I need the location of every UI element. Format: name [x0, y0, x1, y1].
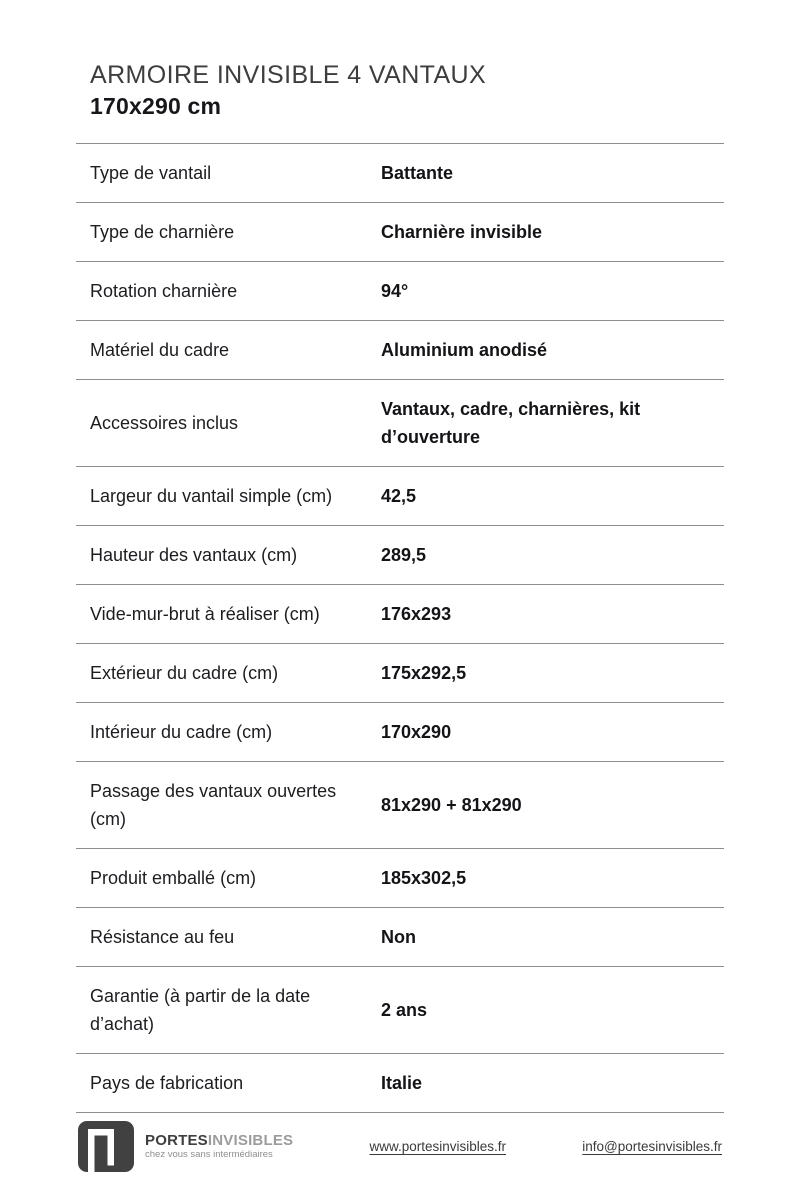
page-header [76, 0, 724, 121]
product-dimensions-subtitle: 170x290 cm [90, 93, 222, 119]
spec-value: 81x290 + 81x290 [381, 795, 522, 815]
spec-label: Largeur du vantail simple (cm) [90, 486, 333, 506]
spec-label: Vide-mur-brut à réaliser (cm) [90, 604, 320, 624]
spec-value: 42,5 [381, 486, 417, 506]
spec-value: 176x293 [381, 604, 452, 624]
spec-value: Vantaux, cadre, charnières, kit d’ouverture [381, 399, 641, 447]
spec-label: Extérieur du cadre (cm) [90, 663, 279, 683]
spec-value: 170x290 [381, 722, 452, 742]
table-row [76, 1054, 724, 1113]
website-link[interactable]: www.portesinvisibles.fr [369, 1138, 507, 1154]
spec-label: Hauteur des vantaux (cm) [90, 545, 298, 565]
spec-label: Passage des vantaux ouvertes (cm) [90, 781, 337, 829]
door-logo-icon [78, 1121, 134, 1172]
brand-block [78, 1121, 293, 1172]
content-column [76, 0, 724, 1172]
table-row [76, 321, 724, 380]
brand-name [145, 1132, 293, 1149]
spec-value: Battante [381, 163, 454, 183]
specification-table [76, 143, 724, 1113]
table-row [76, 908, 724, 967]
brand-name-light: INVISIBLES [207, 1132, 294, 1149]
spec-value: Charnière invisible [381, 222, 543, 242]
table-row [76, 849, 724, 908]
spec-label: Accessoires inclus [90, 413, 239, 433]
product-title: ARMOIRE INVISIBLE 4 VANTAUX [90, 61, 487, 89]
brand-name-bold: PORTES [145, 1132, 208, 1149]
spec-label: Type de vantail [90, 163, 212, 183]
table-row [76, 644, 724, 703]
brand-tagline: chez vous sans intermédiaires [145, 1149, 273, 1160]
email-link[interactable]: info@portesinvisibles.fr [582, 1138, 722, 1154]
spec-value: 94° [381, 281, 409, 301]
table-row [76, 585, 724, 644]
table-row [76, 762, 724, 849]
spec-value: 289,5 [381, 545, 427, 565]
spec-label: Produit emballé (cm) [90, 868, 257, 888]
spec-label: Garantie (à partir de la date d’achat) [90, 986, 311, 1034]
brand-text [145, 1132, 293, 1161]
table-row [76, 467, 724, 526]
spec-label: Pays de fabrication [90, 1073, 244, 1093]
spec-label: Intérieur du cadre (cm) [90, 722, 273, 742]
table-row [76, 380, 724, 467]
spec-value: 185x302,5 [381, 868, 467, 888]
spec-value: Aluminium anodisé [381, 340, 548, 360]
spec-label: Résistance au feu [90, 927, 235, 947]
table-row [76, 262, 724, 321]
spec-label: Matériel du cadre [90, 340, 230, 360]
table-row [76, 967, 724, 1054]
table-row [76, 526, 724, 585]
spec-value: 175x292,5 [381, 663, 467, 683]
spec-value: Non [381, 927, 416, 947]
table-row [76, 144, 724, 203]
table-row [76, 203, 724, 262]
table-row [76, 703, 724, 762]
spec-label: Type de charnière [90, 222, 235, 242]
spec-value: Italie [381, 1073, 423, 1093]
page-footer [78, 1121, 724, 1172]
spec-label: Rotation charnière [90, 281, 238, 301]
spec-value: 2 ans [381, 1000, 428, 1020]
